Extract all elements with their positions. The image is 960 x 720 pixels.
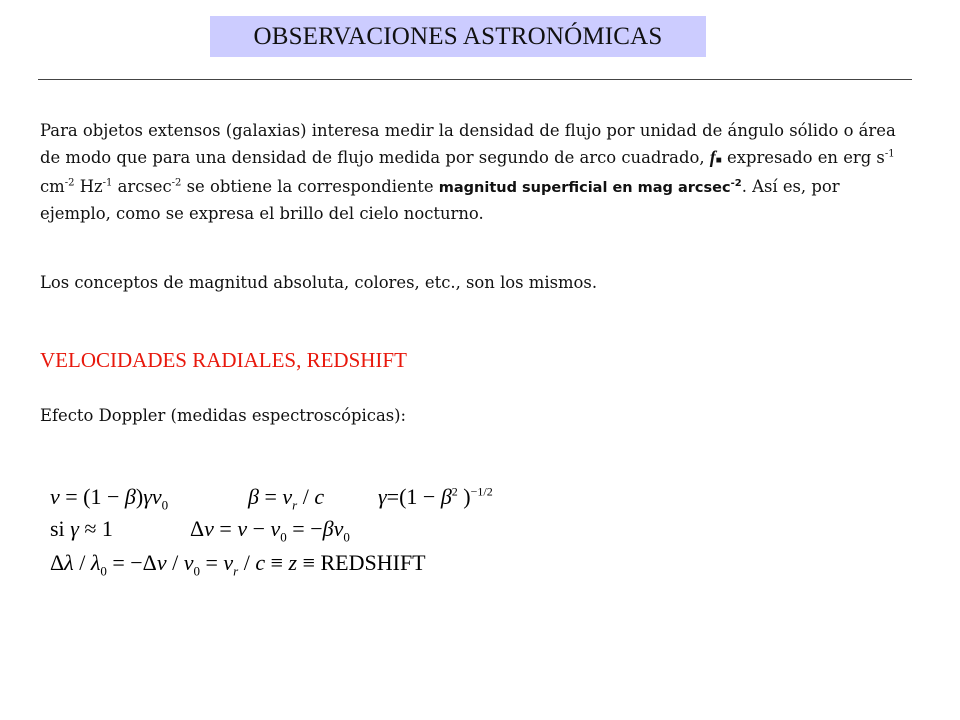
title-text: OBSERVACIONES ASTRONÓMICAS [253, 22, 663, 50]
section-heading: VELOCIDADES RADIALES, REDSHIFT [40, 348, 407, 372]
doppler-intro: Efecto Doppler (medidas espectroscópicas): [40, 406, 407, 425]
divider [38, 79, 912, 80]
page-title [210, 16, 706, 57]
bold-term: magnitud superficial en mag arcsec$^{-2}$ [438, 178, 742, 196]
equation-beta: $\beta = v_r / c$ [248, 484, 325, 513]
f-nu-symbol: f■ [709, 147, 722, 167]
equation-gamma: $\gamma=(1 - \beta^2$ )$^{-1/2}$ [378, 484, 493, 509]
equation-si-gamma: si γ ≈ 1 [50, 516, 113, 541]
paragraph-surface-brightness: Para objetos extensos (galaxias) interesa medir la densidad de flujo por unidad de ángulo sólido o área de modo que para una densidad de flujo medida por segundo de arco cuadrado, f■ expresado en erg $s^{-1}$ $cm^{-2}$ $Hz^{-1}$ arcsec$^{-2}$ se obtiene la correspondiente magnitud superficial en mag arcsec$^{-2}$. Así es, por ejemplo, como se expresa el brillo del cielo nocturno. [40, 121, 896, 223]
paragraph-concepts: Los conceptos de magnitud absoluta, colores, etc., son los mismos. [40, 273, 598, 292]
equation-nu: $\nu = (1 - \beta)\gamma\nu_0$ [50, 484, 169, 513]
equation-delta-nu: $\Delta\nu = \nu - \nu_0 = -\beta\nu_0$ [190, 516, 350, 545]
equation-redshift: $\Delta\lambda / \lambda_0 = -\Delta\nu / \nu_0 = v_r / c \equiv z$ ≡ REDSHIFT [50, 550, 426, 579]
